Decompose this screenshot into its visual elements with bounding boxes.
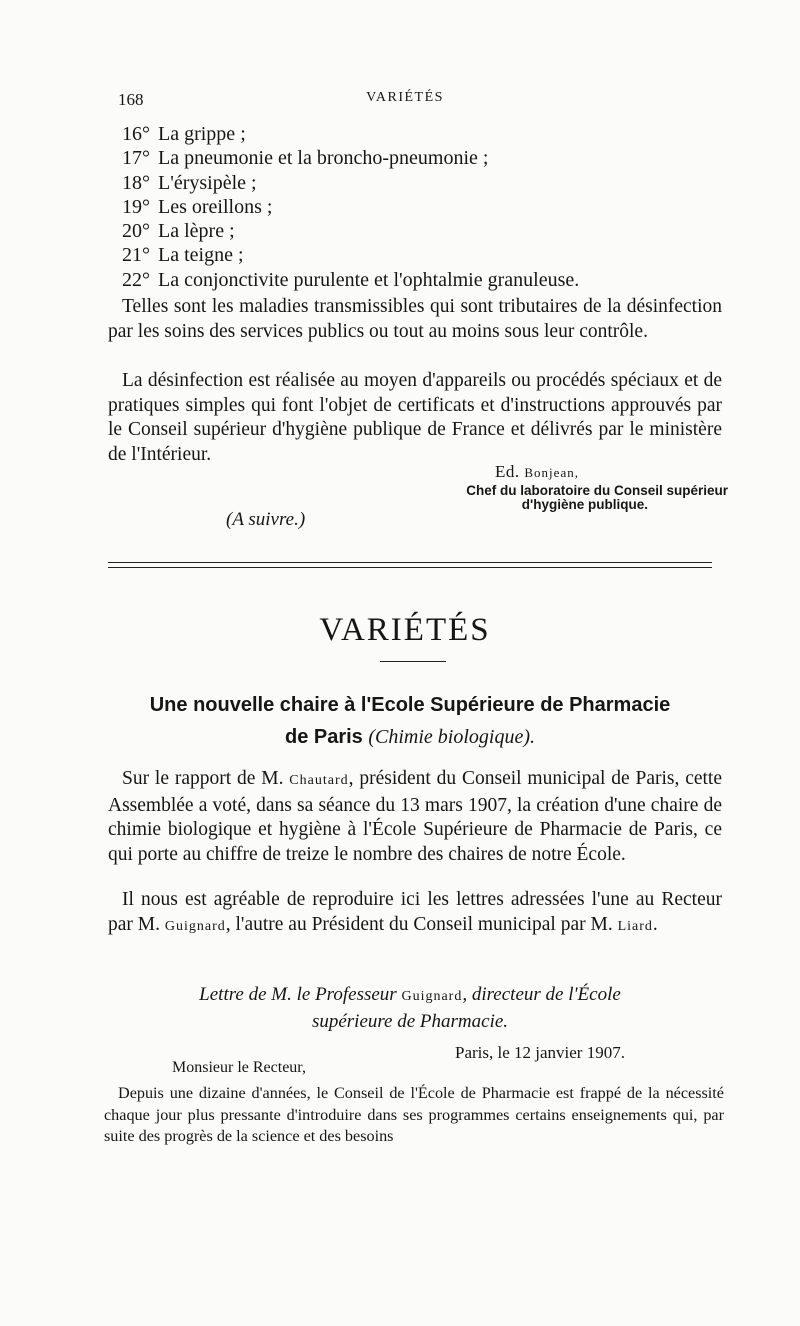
signature-name: Ed. Bonjean,	[495, 462, 579, 481]
section-divider	[108, 562, 712, 563]
list-item: 20° La lèpre ;	[122, 220, 235, 243]
title-underline	[380, 661, 446, 662]
list-item: 16° La grippe ;	[122, 123, 246, 145]
article-paragraph: Il nous est agréable de reproduire ici les lettres adressées l'une au Recteur par M. Guignard, l'autre au Président du Conseil municipal par M. Liard.	[108, 889, 722, 935]
article-paragraph: Sur le rapport de M. Chautard, président du Conseil municipal de Paris, cette Assemblée a voté, dans sa séance du 13 mars 1907, la création d'une chaire de chimie biologique et hygiène à l'École Supérieure de Pharmacie de Paris, ce qui porte au chiffre de treize le nombre des chaires de notre École.	[108, 768, 723, 865]
letter-heading: Lettre de M. le Professeur Guignard, directeur de l'École supérieure de Pharmacie.	[199, 984, 621, 1032]
list-item: 21° La teigne ;	[122, 244, 244, 267]
list-item: 17° La pneumonie et la broncho-pneumonie ;	[122, 147, 489, 170]
letter-body: Depuis une dizaine d'années, le Conseil de l'École de Pharmacie est frappé de la nécessité chaque jour plus pressante d'introduire dans ses programmes certains enseignements qui, par suite des progrès de la science et des besoins	[104, 1084, 724, 1146]
paragraph-disinfection: La désinfection est réalisée au moyen d'appareils ou procédés spéciaux et de pratiques simples qui font l'objet de certificats et d'instructions approuvés par le Conseil supérieur d'hygiène publique de France et délivrés par le ministère de l'Intérieur.	[108, 370, 722, 465]
disease-list	[122, 122, 579, 292]
section-title: VARIÉTÉS	[319, 612, 491, 648]
running-title: VARIÉTÉS	[366, 90, 444, 105]
paragraph-transmissible: Telles sont les maladies transmissibles qui sont tributaires de la désinfection par les soins des services publics ou tout au moins sous leur contrôle.	[108, 296, 722, 342]
letter-salutation: Monsieur le Recteur,	[172, 1059, 306, 1076]
section-divider	[108, 567, 712, 568]
article-title: Une nouvelle chaire à l'Ecole Supérieure de Pharmacie de Paris (Chimie biologique).	[149, 694, 671, 748]
letter-date: Paris, le 12 janvier 1907.	[455, 1043, 625, 1062]
signature-role: Chef du laboratoire du Conseil supérieur d'hygiène publique.	[466, 483, 728, 512]
a-suivre: (A suivre.)	[226, 509, 306, 530]
list-item: 19° Les oreillons ;	[122, 195, 273, 218]
list-item: 22° La conjonctivite purulente et l'ophtalmie granuleuse.	[122, 268, 580, 291]
page-number: 168	[118, 90, 144, 109]
list-item: 18° L'érysipèle ;	[122, 171, 257, 194]
